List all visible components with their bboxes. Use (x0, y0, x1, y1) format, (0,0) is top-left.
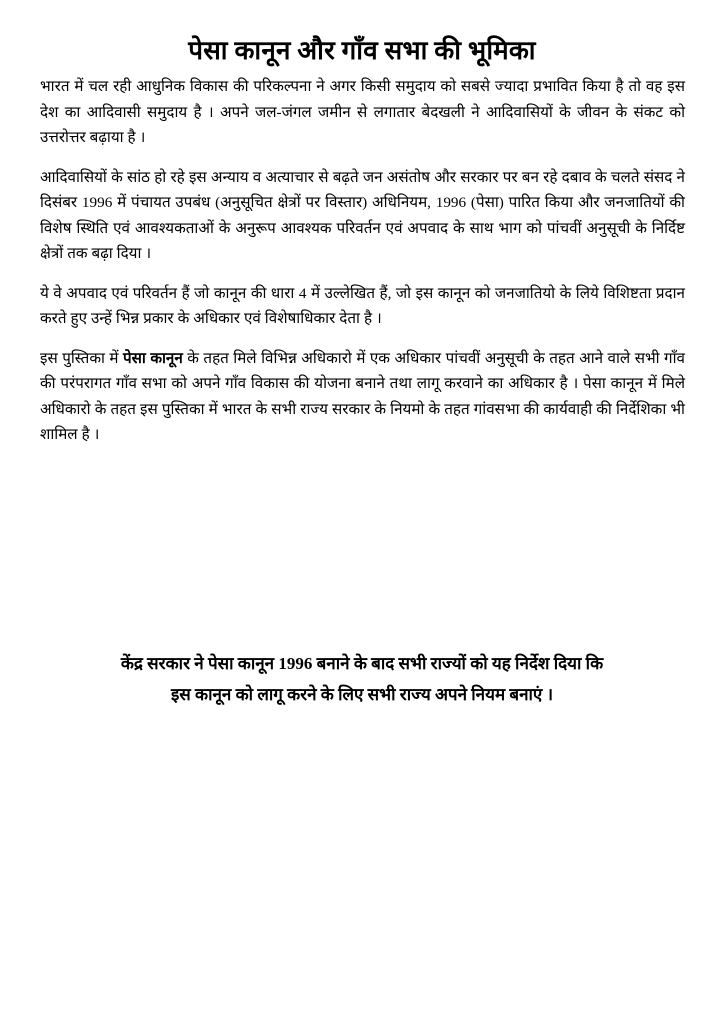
callout-statement (62, 648, 662, 710)
page-title: पेसा कानून और गाँव सभा की भूमिका (188, 36, 536, 66)
callout-line-2: इस कानून को लागू करने के लिए सभी राज्य अपने नियम बनाएं । (170, 685, 554, 704)
paragraph-2: आदिवासियों के सांठ हो रहे इस अन्याय व अत्याचार से बढ़ते जन असंतोष और सरकार पर बन रहे दबाव के चलते संसद ने दिसंबर 1996 में पंचायत उपबंध (अनुसूचित क्षेत्रों पर विस्तार) अधिनियम, 1996 (पेसा) पारित किया और जनजातियों की विशेष स्थिति एवं आवश्यकताओं के अनुरूप आवश्यक परिवर्तन एवं अपवाद के साथ भाग को पांचवीं अनुसूची के निर्दिष्ट क्षेत्रों तक बढ़ा दिया । (40, 168, 685, 262)
paragraph-3: ये वे अपवाद एवं परिवर्तन हैं जो कानून की धारा 4 में उल्लेखित हैं, जो इस कानून को जनजातियो के लिये विशिष्टता प्रदान करते हुए उन्हें भिन्न प्रकार के अधिकार एवं विशेषाधिकार देता है । (40, 284, 685, 327)
paragraph-4-rest: के तहत मिले विभिन्न अधिकारो में एक अधिकार पांचवीं अनुसूची के तहत आने वाले सभी गाँव की परंपरागत गाँव सभा को अपने गाँव विकास की योजना बनाने तथा लागू करवाने का अधिकार है । पेसा कानून में मिले अधिकारो के तहत इस पुस्तिका में भारत के सभी राज्य सरकार के नियमो के तहत गांवसभा की कार्यवाही की निर्देशिका भी शामिल है । (40, 349, 685, 443)
paragraph-4-bold-phrase: पेसा कानून (123, 349, 183, 367)
paragraph-4-lead: इस पुस्तिका में (40, 349, 123, 367)
paragraph-4 (40, 346, 685, 448)
callout-line-1: केंद्र सरकार ने पेसा कानून 1996 बनाने के बाद सभी राज्यों को यह निर्देश दिया कि (120, 654, 604, 673)
body-text-block (40, 74, 685, 448)
paragraph-1: भारत में चल रही आधुनिक विकास की परिकल्पना ने अगर किसी समुदाय को सबसे ज्यादा प्रभावित किया है तो वह इस देश का आदिवासी समुदाय है । अपने जल-जंगल जमीन से लगातार बेदखली ने आदिवासियों के जीवन के संकट को उत्तरोत्तर बढ़ाया है । (40, 78, 685, 146)
